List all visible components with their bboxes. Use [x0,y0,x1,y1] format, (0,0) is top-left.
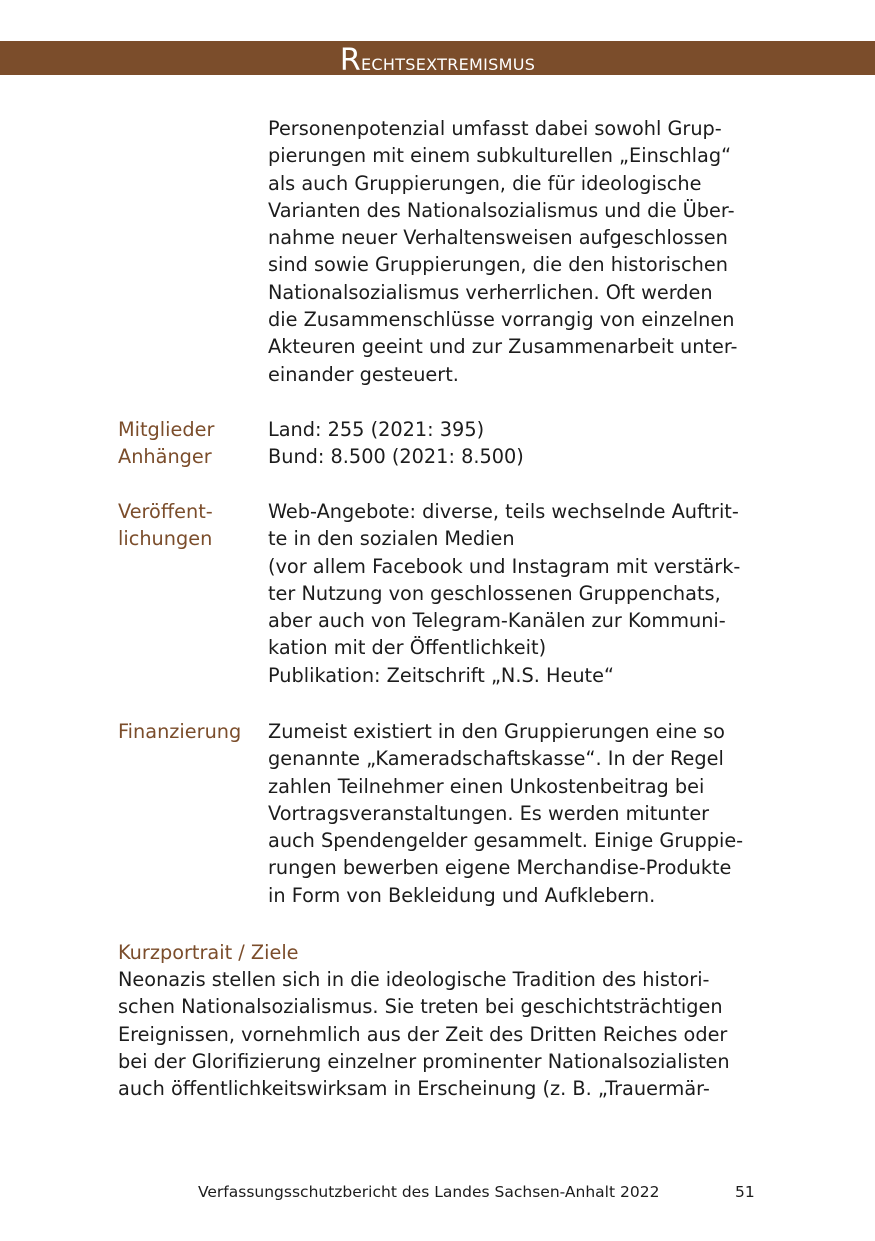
section-title [0,41,875,78]
financing-text: Zumeist existiert in den Gruppierungen eine so genannte „Kameradschaftskasse“. In der Regel zahlen Teilnehmer einen Unkostenbeitrag bei Vortragsveranstaltungen. Es werden mitunter auch Spendengelder gesammelt. Einige Gruppie- rungen bewerben eigene Merchandise-Produkte in Form von Bekleidung und Aufklebern. [268,720,744,907]
section-title-rest: echtsextremismus [360,50,536,76]
portrait-text: Neonazis stellen sich in die ideologische Tradition des histori- schen Nationalsozialismus. Sie treten bei geschichtsträchtigen Ereignissen, vornehmlich aus der Zeit des Dritten Reiches oder bei der Glorifizierung einzelner prominenter Nationalsozialisten auch öffentlichkeitswirksam in Erscheinung (z. B. „Trauermär- [118,968,730,1101]
footer-publication-title: Verfassungsschutzbericht des Landes Sachsen-Anhalt 2022 [198,1183,660,1201]
intro-paragraph: Personenpotenzial umfasst dabei sowohl Grup- pierungen mit einem subkulturellen „Einschlag“ als auch Gruppierungen, die für ideologische Varianten des Nationalsozialismus und die Über- nahme neuer Verhaltensweisen aufgeschlossen sind sowie Gruppierungen, die den historischen Nationalsozialismus verherrlichen. Oft werden die Zusammenschlüsse vorrangig von einzelnen Akteuren geeint und zur Zusammenarbeit unter- einander gesteuert. [268,117,738,386]
section-header-bar [0,41,875,78]
section-title-initial: R [339,43,361,78]
members-text: Land: 255 (2021: 395) Bund: 8.500 (2021: 8.500) [268,418,524,469]
financing-label: Finanzierung [118,720,242,743]
portrait-heading: Kurzportrait / Ziele [118,941,299,964]
publications-text: Web-Angebote: diverse, teils wechselnde Auftrit- te in den sozialen Medien (vor allem Facebook und Instagram mit verstärk- ter Nutzung von geschlossenen Gruppenchats, aber auch von Telegram-Kanälen zur Kommuni- kation mit der Öffentlichkeit) Publikation: Zeitschrift „N.S. Heute“ [268,500,741,687]
members-label: Mitglieder Anhänger [118,418,215,469]
publications-label: Veröffent- lichungen [118,500,213,551]
page-number: 51 [735,1183,755,1201]
